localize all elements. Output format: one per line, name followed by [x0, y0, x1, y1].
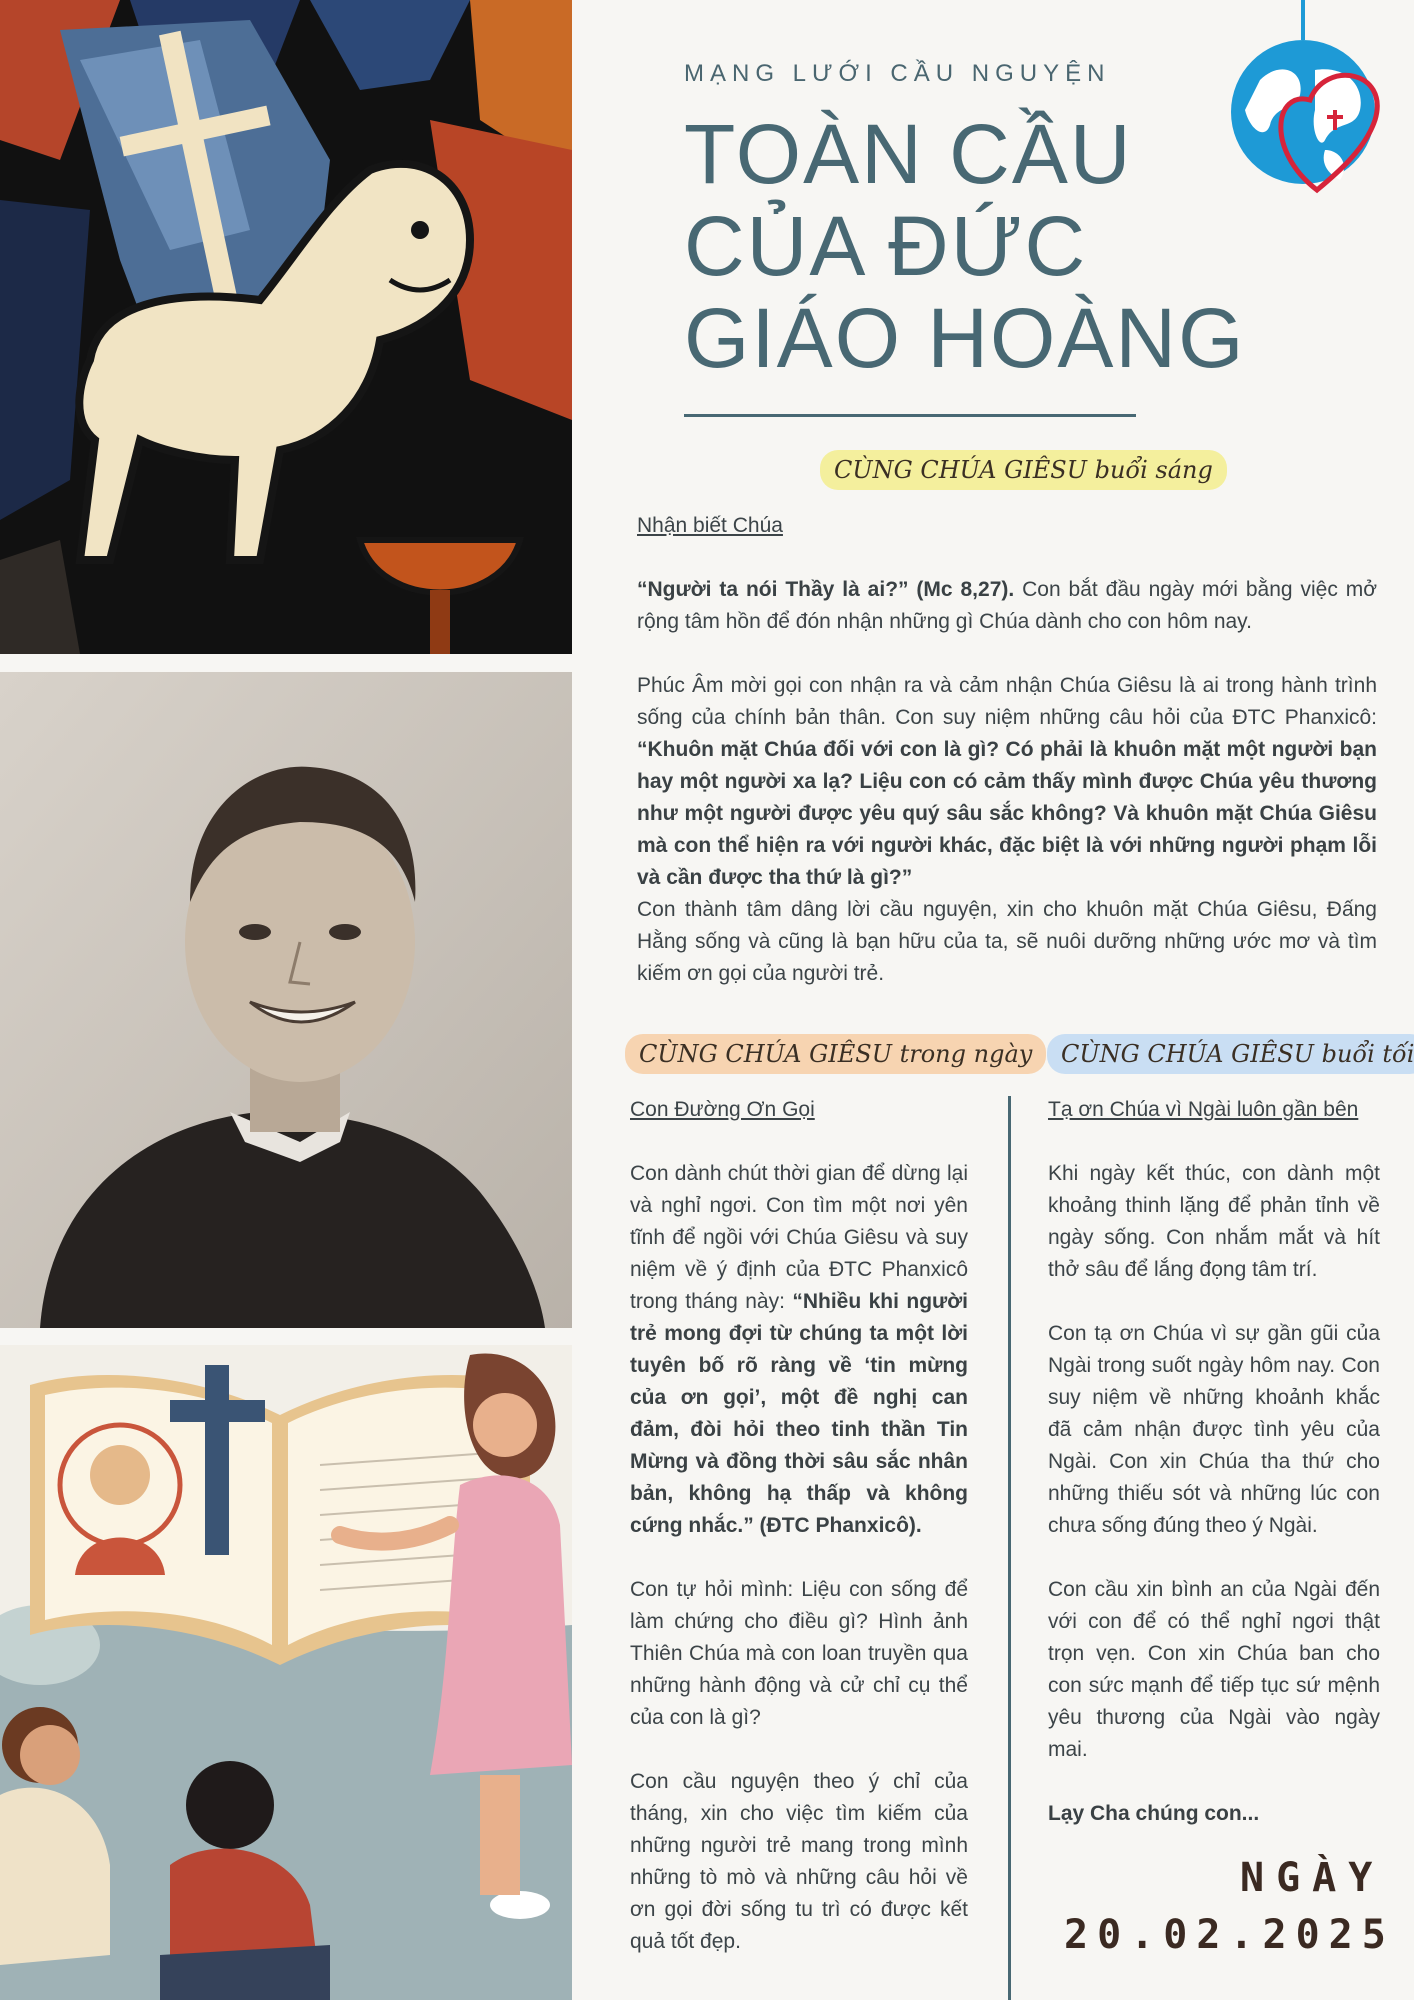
morning-quote: “Người ta nói Thầy là ai?” (Mc 8,27). — [637, 578, 1015, 601]
evening-text: Con cầu xin bình an của Ngài đến với con để có thể nghỉ ngơi thật trọn vẹn. Con xin Chúa ban cho con sức mạnh để tiếp tục sứ mệnh yêu thương của Ngài vào ngày mai. — [1048, 1578, 1380, 1761]
column-divider — [1008, 1096, 1011, 2000]
morning-quote: “Khuôn mặt Chúa đối với con là gì? Có phải là khuôn mặt một người bạn hay một người xa lạ? Liệu con có cảm thấy mình được Chúa yêu thương như một người được yêu quý sâu sắc không? Và khuôn mặt Chúa Giêsu mà con thể hiện ra với người khác, đặc biệt là với những người phạm lỗi và cần được tha thứ là gì?” — [637, 738, 1377, 889]
evening-text: Con tạ ơn Chúa vì sự gần gũi của Ngài trong suốt ngày hôm nay. Con suy niệm về những khoảnh khắc đã cảm nhận được tình yêu của Ngài. Con xin Chúa tha thứ cho những thiếu sót và những lúc con chưa sống đúng theo ý Ngài. — [1048, 1322, 1380, 1537]
date-label: NGÀY — [1240, 1855, 1385, 1901]
day-section — [630, 1094, 968, 1990]
date-value: 20.02.2025 — [1064, 1912, 1395, 1958]
morning-label: CÙNG CHÚA GIÊSU buổi sáng — [820, 450, 1227, 490]
evening-label: CÙNG CHÚA GIÊSU buổi tối — [1047, 1034, 1414, 1074]
network-kicker: MẠNG LƯỚI CẦU NGUYỆN — [684, 60, 1111, 87]
evening-heading: Tạ ơn Chúa vì Ngài luôn gần bên — [1048, 1098, 1359, 1121]
day-quote: “Nhiều khi người trẻ mong đợi từ chúng ta một lời tuyên bố rõ ràng về ‘tin mừng của ơn gọi’, một đề nghị can đảm, đòi hỏi theo tinh thần Tin Mừng và đồng thời sâu sắc nhân bản, không hạ thấp và không cứng nhắc.” (ĐTC Phanxicô). — [630, 1290, 968, 1537]
title-divider — [684, 414, 1136, 417]
morning-text: Con bắt đầu ngày mới bằng việc mở rộng tâm hồn để đón nhận những gì Chúa dành cho con hôm nay. — [637, 578, 1377, 633]
morning-text: Con thành tâm dâng lời cầu nguyện, xin cho khuôn mặt Chúa Giêsu, Đấng Hằng sống và cũng là bạn hữu của ta, sẽ nuôi dưỡng những ước mơ và tìm kiếm ơn gọi của người trẻ. — [637, 898, 1377, 985]
evening-section — [1048, 1094, 1380, 1862]
day-text: Con tự hỏi mình: Liệu con sống để làm chứng cho điều gì? Hình ảnh Thiên Chúa mà con loan truyền qua những hành động và cử chỉ cụ thể của con là gì? — [630, 1578, 968, 1729]
title-line: CỦA ĐỨC — [684, 199, 1088, 293]
title-line: TOÀN CẦU — [684, 107, 1133, 201]
day-label: CÙNG CHÚA GIÊSU trong ngày — [625, 1034, 1046, 1074]
stained-glass-lamb-image — [0, 0, 572, 654]
morning-heading: Nhận biết Chúa — [637, 514, 783, 537]
day-text: Con dành chút thời gian để dừng lại và nghỉ ngơi. Con tìm một nơi yên tĩnh để ngồi với Chúa Giêsu và suy niệm về ý định của ĐTC Phanxicô trong tháng này: — [630, 1162, 968, 1313]
page-title — [684, 108, 1245, 384]
day-text: Con cầu nguyện theo ý chỉ của tháng, xin cho việc tìm kiếm của những người trẻ mang trong mình những tò mò và những câu hỏi về ơn gọi đời sống tu trì có được kết quả tốt đẹp. — [630, 1770, 968, 1953]
young-priest-photo — [0, 672, 572, 1328]
day-heading: Con Đường Ơn Gọi — [630, 1098, 815, 1121]
title-line: GIÁO HOÀNG — [684, 291, 1246, 385]
morning-section — [637, 510, 1377, 1022]
evening-text: Khi ngày kết thúc, con dành một khoảng thinh lặng để phản tỉnh về ngày sống. Con nhắm mắt và hít thở sâu để lắng đọng tâm trí. — [1048, 1162, 1380, 1281]
morning-text: Phúc Âm mời gọi con nhận ra và cảm nhận Chúa Giêsu là ai trong hành trình sống của chính bản thân. Con suy niệm những câu hỏi của ĐTC Phanxicô: — [637, 674, 1377, 729]
closing-prayer: Lạy Cha chúng con... — [1048, 1802, 1260, 1825]
bible-teaching-illustration — [0, 1345, 572, 2000]
